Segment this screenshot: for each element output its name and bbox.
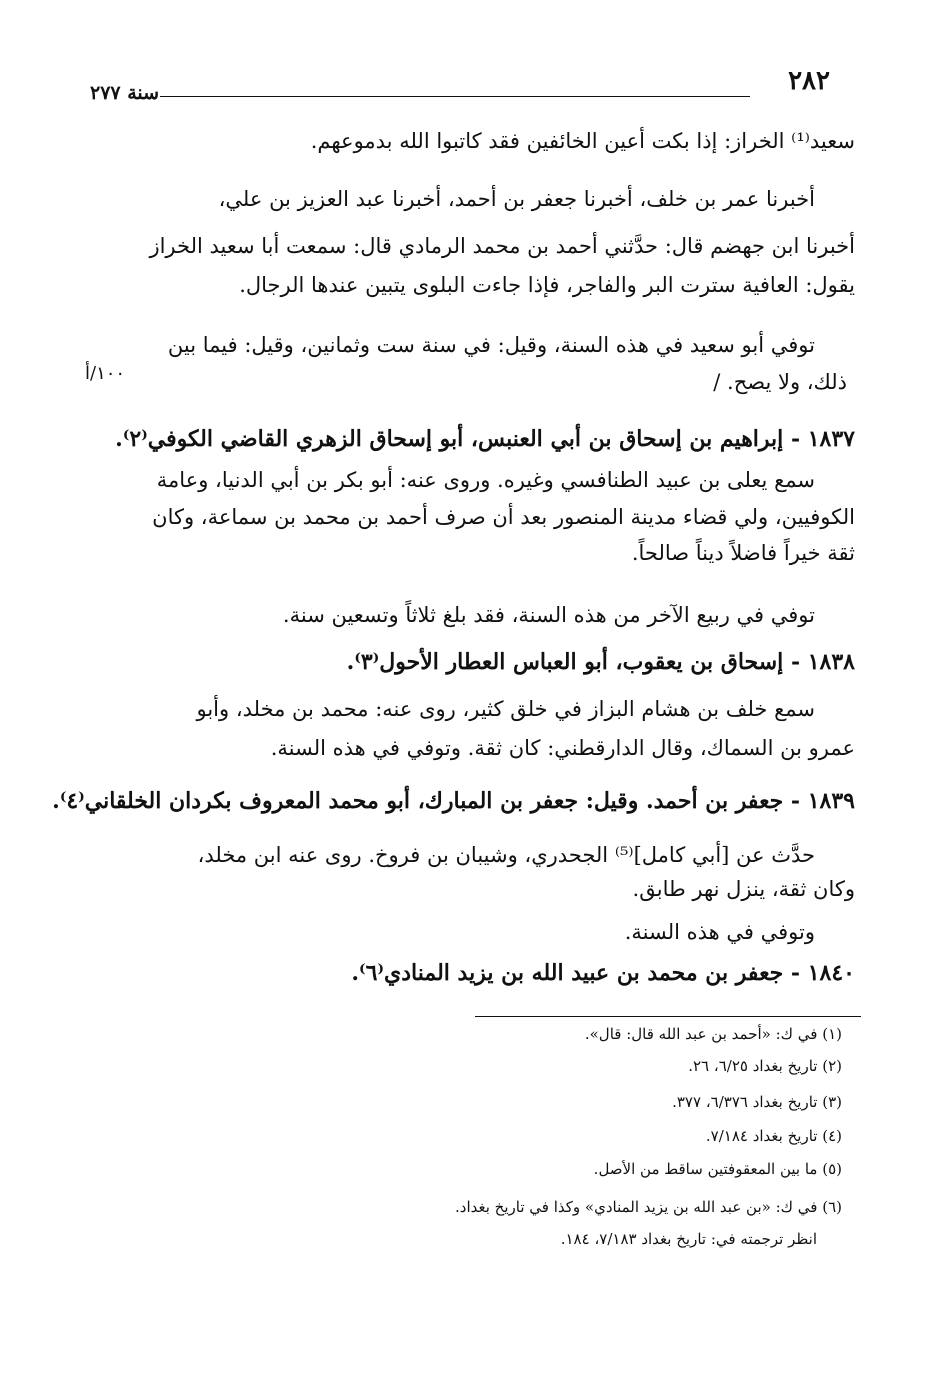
text-line: الكوفيين، ولي قضاء مدينة المنصور بعد أن صرف أحمد بن محمد بن سماعة، وكان [152, 505, 855, 529]
footnote-4: (٤) تاريخ بغداد ٧/١٨٤. [705, 1127, 842, 1145]
page-number: ٢٨٢ [788, 66, 830, 96]
text-line: سمع يعلى بن عبيد الطنافسي وغيره. وروى عنه: أبو بكر بن أبي الدنيا، وعامة [156, 468, 815, 492]
text-line: ثقة خيراً فاضلاً ديناً صالحاً. [631, 541, 855, 565]
entry-heading-1839: ١٨٣٩ - جعفر بن أحمد. وقيل: جعفر بن المبارك، أبو محمد المعروف بكردان الخلقاني⁽٤⁾. [52, 788, 855, 814]
footnote-2: (٢) تاريخ بغداد ٦/٢٥، ٢٦. [688, 1057, 842, 1075]
footnote-6: (٦) في ك: «بن عبد الله بن يزيد المنادي» وكذا في تاريخ بغداد. [455, 1198, 842, 1216]
text-line: سعيد⁽¹⁾ الخراز: إذا بكت أعين الخائفين فقد كاتبوا الله بدموعهم. [310, 129, 855, 153]
entry-heading-1837: ١٨٣٧ - إبراهيم بن إسحاق بن أبي العنبس، أبو إسحاق الزهري القاضي الكوفي⁽٢⁾. [115, 426, 855, 452]
text-line: يقول: العافية سترت البر والفاجر، فإذا جاءت البلوى يتبين عندها الرجال. [239, 273, 855, 297]
text-line: وكان ثقة، ينزل نهر طابق. [632, 877, 855, 901]
footnote-separator [475, 1016, 861, 1017]
text-line: أخبرنا ابن جهضم قال: حدَّثني أحمد بن محمد الرمادي قال: سمعت أبا سعيد الخراز [149, 234, 855, 258]
text-line: وتوفي في هذه السنة. [624, 920, 815, 944]
running-head: سنة ٢٧٧ [90, 82, 160, 104]
footnote-3: (٣) تاريخ بغداد ٦/٣٧٦، ٣٧٧. [672, 1093, 842, 1111]
entry-heading-1838: ١٨٣٨ - إسحاق بن يعقوب، أبو العباس العطار الأحول⁽٣⁾. [346, 649, 855, 675]
folio-margin-note: ١٠٠/أ [85, 363, 126, 384]
text-line: توفي أبو سعيد في هذه السنة، وقيل: في سنة ست وثمانين، وقيل: فيما بين [167, 333, 815, 357]
text-line: سمع خلف بن هشام البزاز في خلق كثير، روى عنه: محمد بن مخلد، وأبو [196, 697, 815, 721]
footnote-5: (٥) ما بين المعقوفتين ساقط من الأصل. [593, 1160, 842, 1178]
text-line: حدَّث عن [أبي كامل]⁽⁵⁾ الجحدري، وشيبان بن فروخ. روى عنه ابن مخلد، [197, 843, 815, 867]
text-line: أخبرنا عمر بن خلف، أخبرنا جعفر بن أحمد، أخبرنا عبد العزيز بن علي، [218, 187, 815, 211]
main-text [52, 0, 855, 1000]
text-line: ذلك، ولا يصح. / [713, 370, 847, 394]
text-line: توفي في ربيع الآخر من هذه السنة، فقد بلغ ثلاثاً وتسعين سنة. [282, 603, 815, 627]
text-line: عمرو بن السماك، وقال الدارقطني: كان ثقة. وتوفي في هذه السنة. [270, 736, 855, 760]
footnote-1: (١) في ك: «أحمد بن عبد الله قال: قال». [584, 1025, 842, 1043]
entry-heading-1840: ١٨٤٠ - جعفر بن محمد بن عبيد الله بن يزيد المنادي⁽٦⁾. [351, 960, 855, 986]
footnote-6-continuation: انظر ترجمته في: تاريخ بغداد ٧/١٨٣، ١٨٤. [560, 1230, 817, 1248]
